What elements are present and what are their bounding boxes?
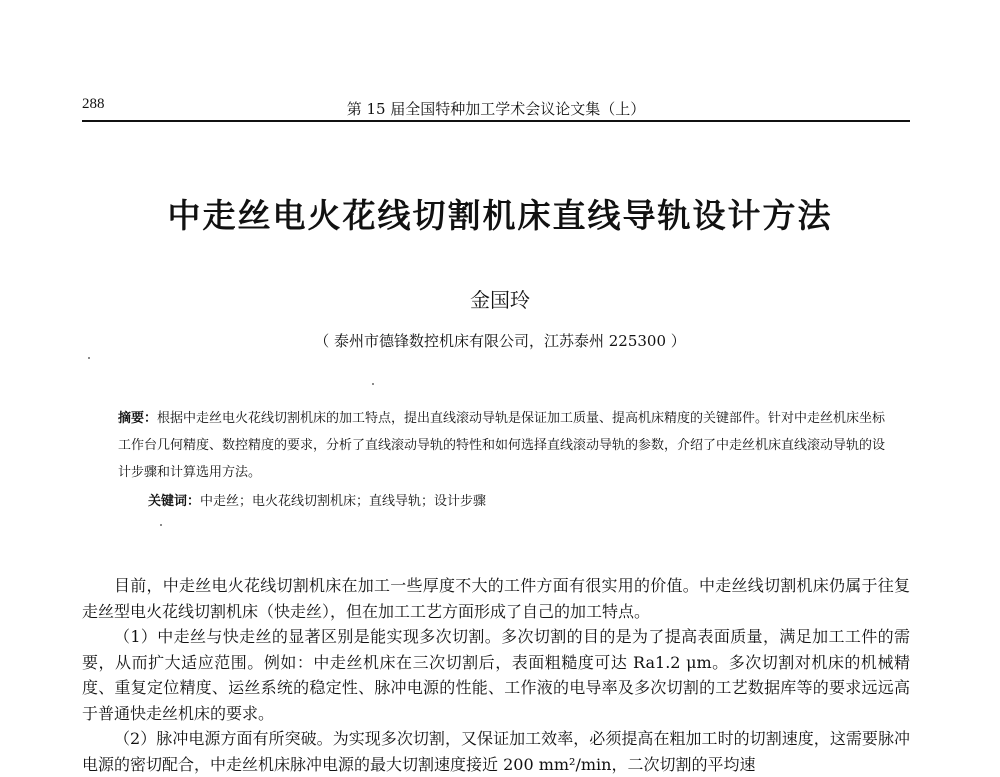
keywords-text: 中走丝；电火花线切割机床；直线导轨；设计步骤 <box>200 494 487 509</box>
scan-speck <box>372 383 374 385</box>
header-rule <box>82 120 910 122</box>
paragraph: （1）中走丝与快走丝的显著区别是能实现多次切割。多次切割的目的是为了提高表面质量，满足加工工件的需要，从而扩大适应范围。例如：中走丝机床在三次切割后，表面粗糙度可达 Ra1.2 μm。多次切割对机床的机械精度、重复定位精度、运丝系统的稳定性、脉冲电源的性能、工作液的电导率及多次切割的工艺数据库等的要求远远高于普通快走丝机床的要求。 <box>82 627 910 723</box>
body-text <box>82 573 910 777</box>
author-affiliation: （ 泰州市德锋数控机床有限公司，江苏泰州 225300 ） <box>314 332 686 350</box>
page-number: 288 <box>82 96 105 112</box>
scan-speck <box>160 524 162 526</box>
author-name: 金国玲 <box>470 288 530 312</box>
abstract-text: 根据中走丝电火花线切割机床的加工特点，提出直线滚动导轨是保证加工质量、提高机床精度的关键部件。针对中走丝机床坐标工作台几何精度、数控精度的要求，分析了直线滚动导轨的特性和如何选择直线滚动导轨的参数，介绍了中走丝机床直线滚动导轨的设计步骤和计算选用方法。 <box>118 411 886 480</box>
page-header <box>82 96 910 122</box>
keywords <box>148 490 888 509</box>
running-title: 第 15 届全国特种加工学术会议论文集（上） <box>346 100 646 118</box>
article-title: 中走丝电火花线切割机床直线导轨设计方法 <box>167 196 833 235</box>
paragraph: 目前，中走丝电火花线切割机床在加工一些厚度不大的工件方面有很实用的价值。中走丝线切割机床仍属于往复走丝型电火花线切割机床（快走丝），但在加工工艺方面形成了自己的加工特点。 <box>82 576 910 621</box>
abstract <box>118 405 888 486</box>
paragraph: （2）脉冲电源方面有所突破。为实现多次切割，又保证加工效率，必须提高在粗加工时的切割速度，这需要脉冲电源的密切配合，中走丝机床脉冲电源的最大切割速度接近 200 mm²/min，二次切割的平均速 <box>82 729 910 774</box>
keywords-label: 关键词： <box>148 494 201 509</box>
abstract-label: 摘要： <box>118 411 158 426</box>
scan-speck <box>88 357 90 359</box>
